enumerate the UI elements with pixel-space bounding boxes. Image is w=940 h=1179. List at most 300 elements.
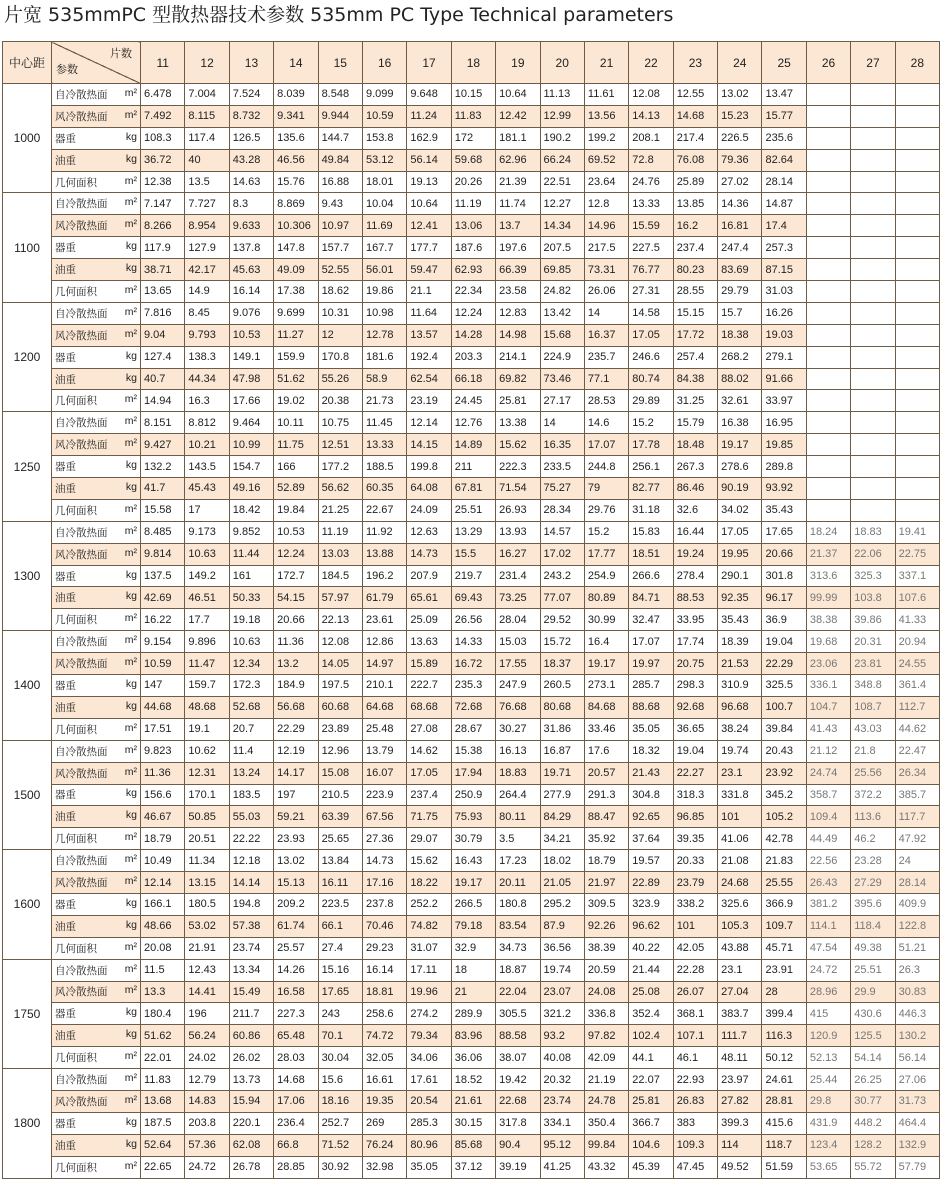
value-cell: 21.53 (718, 653, 762, 675)
value-cell: 57.36 (185, 1134, 229, 1156)
value-cell: 13.02 (274, 850, 318, 872)
parameter-name: 风冷散热面 (55, 329, 108, 342)
value-cell: 25.51 (851, 959, 895, 981)
value-cell: 8.812 (185, 412, 229, 434)
value-cell: 10.97 (318, 215, 362, 237)
value-cell: 196.2 (362, 565, 406, 587)
piece-count-header: 25 (762, 42, 806, 84)
value-cell: 12.18 (229, 850, 273, 872)
value-cell: 21.8 (851, 740, 895, 762)
value-cell: 9.173 (185, 521, 229, 543)
value-cell: 102.4 (629, 1025, 673, 1047)
value-cell: 19.84 (274, 499, 318, 521)
value-cell: 8.548 (318, 84, 362, 106)
parameter-name: 几何面积 (55, 1052, 97, 1065)
value-cell: 50.12 (762, 1047, 806, 1069)
value-cell: 43.03 (851, 718, 895, 740)
table-row (3, 959, 940, 981)
value-cell: 25.81 (496, 390, 540, 412)
value-cell: 108.3 (141, 127, 185, 149)
table-row (3, 302, 940, 324)
value-cell: 187.5 (141, 1112, 185, 1134)
value-cell: 14.68 (274, 1069, 318, 1091)
value-cell: 24.68 (718, 872, 762, 894)
value-cell: 83.96 (451, 1025, 495, 1047)
value-cell: 9.648 (407, 84, 451, 106)
value-cell: 49.52 (718, 1156, 762, 1178)
value-cell (806, 478, 850, 500)
parameter-name: 几何面积 (55, 395, 97, 408)
parameter-cell (52, 434, 141, 456)
value-cell: 25.08 (629, 981, 673, 1003)
value-cell (851, 215, 895, 237)
value-cell: 166.1 (141, 893, 185, 915)
value-cell: 325.5 (762, 675, 806, 697)
value-cell: 11.69 (362, 215, 406, 237)
value-cell: 29.52 (540, 609, 584, 631)
value-cell: 24.45 (451, 390, 495, 412)
parameter-name: 自冷散热面 (55, 636, 108, 649)
parameter-cell (52, 587, 141, 609)
value-cell: 409.9 (895, 893, 939, 915)
value-cell: 13.85 (673, 193, 717, 215)
value-cell: 82.64 (762, 149, 806, 171)
value-cell: 14.62 (407, 740, 451, 762)
value-cell: 39.35 (673, 828, 717, 850)
parameter-name: 自冷散热面 (55, 745, 108, 758)
parameter-unit: kg (125, 459, 137, 472)
value-cell: 8.039 (274, 84, 318, 106)
value-cell: 84.68 (584, 696, 628, 718)
value-cell: 207.5 (540, 237, 584, 259)
value-cell: 257.4 (673, 346, 717, 368)
parameter-name: 油重 (55, 592, 76, 605)
value-cell (806, 390, 850, 412)
value-cell: 60.35 (362, 478, 406, 500)
value-cell (851, 346, 895, 368)
value-cell: 28.14 (895, 872, 939, 894)
value-cell (895, 149, 939, 171)
value-cell: 16.72 (451, 653, 495, 675)
table-row (3, 434, 940, 456)
parameter-cell (52, 412, 141, 434)
table-row (3, 127, 940, 149)
value-cell: 26.3 (895, 959, 939, 981)
value-cell: 336.8 (584, 1003, 628, 1025)
value-cell: 80.68 (540, 696, 584, 718)
value-cell: 34.21 (540, 828, 584, 850)
value-cell: 82.77 (629, 478, 673, 500)
value-cell: 32.6 (673, 499, 717, 521)
value-cell: 22.65 (141, 1156, 185, 1178)
value-cell: 26.93 (496, 499, 540, 521)
value-cell: 16.43 (451, 850, 495, 872)
value-cell: 17.61 (407, 1069, 451, 1091)
parameter-cell (52, 675, 141, 697)
value-cell: 210.5 (318, 784, 362, 806)
parameter-unit: m² (124, 174, 137, 187)
header-row (3, 42, 940, 84)
value-cell: 11.13 (540, 84, 584, 106)
parameter-unit: m² (124, 940, 137, 953)
value-cell: 12.19 (274, 740, 318, 762)
table-row (3, 324, 940, 346)
value-cell: 298.3 (673, 675, 717, 697)
value-cell: 23.97 (718, 1069, 762, 1091)
parameter-name: 几何面积 (55, 504, 97, 517)
parameter-cell (52, 740, 141, 762)
value-cell: 35.05 (407, 1156, 451, 1178)
value-cell: 9.793 (185, 324, 229, 346)
value-cell: 464.4 (895, 1112, 939, 1134)
value-cell: 348.8 (851, 675, 895, 697)
table-row (3, 193, 940, 215)
value-cell (806, 127, 850, 149)
value-cell: 15.5 (451, 543, 495, 565)
center-distance-cell: 1300 (3, 521, 52, 630)
value-cell: 23.58 (496, 281, 540, 303)
value-cell: 17.16 (362, 872, 406, 894)
value-cell: 18.87 (496, 959, 540, 981)
value-cell: 28.85 (274, 1156, 318, 1178)
parameter-cell (52, 718, 141, 740)
value-cell: 197.5 (318, 675, 362, 697)
value-cell: 9.699 (274, 302, 318, 324)
value-cell: 13.02 (718, 84, 762, 106)
parameter-name: 器重 (55, 132, 76, 145)
value-cell: 256.1 (629, 456, 673, 478)
value-cell: 39.86 (851, 609, 895, 631)
value-cell: 12.42 (496, 105, 540, 127)
value-cell: 14.83 (185, 1090, 229, 1112)
value-cell: 12.08 (318, 631, 362, 653)
value-cell: 52.68 (229, 696, 273, 718)
value-cell: 112.7 (895, 696, 939, 718)
parameter-name: 风冷散热面 (55, 548, 108, 561)
value-cell: 8.45 (185, 302, 229, 324)
value-cell: 278.6 (718, 456, 762, 478)
value-cell: 368.1 (673, 1003, 717, 1025)
value-cell: 30.83 (895, 981, 939, 1003)
parameter-name: 几何面积 (55, 614, 97, 627)
value-cell: 132.9 (895, 1134, 939, 1156)
value-cell: 14.58 (629, 302, 673, 324)
value-cell: 19.17 (451, 872, 495, 894)
value-cell: 8.115 (185, 105, 229, 127)
value-cell: 111.7 (718, 1025, 762, 1047)
value-cell: 222.3 (496, 456, 540, 478)
value-cell: 28.96 (806, 981, 850, 1003)
value-cell: 27.04 (718, 981, 762, 1003)
value-cell (895, 237, 939, 259)
value-cell: 9.944 (318, 105, 362, 127)
value-cell: 52.64 (141, 1134, 185, 1156)
value-cell: 137.5 (141, 565, 185, 587)
value-cell: 24.08 (584, 981, 628, 1003)
value-cell: 16.38 (718, 412, 762, 434)
value-cell: 11.4 (229, 740, 273, 762)
table-row (3, 1025, 940, 1047)
parameter-unit: m² (124, 502, 137, 515)
value-cell: 323.9 (629, 893, 673, 915)
value-cell: 9.341 (274, 105, 318, 127)
value-cell: 28.53 (584, 390, 628, 412)
value-cell: 16.58 (274, 981, 318, 1003)
value-cell: 11.83 (451, 105, 495, 127)
value-cell: 207.9 (407, 565, 451, 587)
value-cell: 23.81 (851, 653, 895, 675)
parameter-name: 几何面积 (55, 176, 97, 189)
value-cell: 47.54 (806, 937, 850, 959)
table-row (3, 346, 940, 368)
value-cell: 14.34 (540, 215, 584, 237)
parameter-unit: m² (124, 305, 137, 318)
value-cell: 13.33 (629, 193, 673, 215)
value-cell: 21.05 (540, 872, 584, 894)
center-distance-cell: 1200 (3, 302, 52, 411)
value-cell: 42.09 (584, 1047, 628, 1069)
value-cell: 128.2 (851, 1134, 895, 1156)
parameter-name: 器重 (55, 242, 76, 255)
value-cell: 325.3 (851, 565, 895, 587)
value-cell: 20.43 (762, 740, 806, 762)
value-cell: 39.19 (496, 1156, 540, 1178)
value-cell: 40.7 (141, 368, 185, 390)
value-cell: 9.823 (141, 740, 185, 762)
value-cell: 11.47 (185, 653, 229, 675)
parameter-unit: m² (124, 524, 137, 537)
value-cell: 69.85 (540, 259, 584, 281)
value-cell: 66.8 (274, 1134, 318, 1156)
value-cell: 25.56 (851, 762, 895, 784)
value-cell: 15.72 (540, 631, 584, 653)
value-cell: 222.7 (407, 675, 451, 697)
value-cell: 23.64 (584, 171, 628, 193)
table-row (3, 281, 940, 303)
value-cell: 172.3 (229, 675, 273, 697)
value-cell: 15.76 (274, 171, 318, 193)
value-cell: 37.12 (451, 1156, 495, 1178)
value-cell: 10.98 (362, 302, 406, 324)
value-cell: 72.8 (629, 149, 673, 171)
value-cell: 55.72 (851, 1156, 895, 1178)
value-cell: 66.24 (540, 149, 584, 171)
value-cell: 24.72 (185, 1156, 229, 1178)
value-cell: 21.73 (362, 390, 406, 412)
value-cell: 15.13 (274, 872, 318, 894)
value-cell: 22.13 (318, 609, 362, 631)
value-cell (851, 390, 895, 412)
value-cell: 62.08 (229, 1134, 273, 1156)
value-cell (851, 84, 895, 106)
value-cell: 269 (362, 1112, 406, 1134)
value-cell: 15.62 (407, 850, 451, 872)
value-cell: 18.62 (318, 281, 362, 303)
value-cell: 183.5 (229, 784, 273, 806)
value-cell: 67.81 (451, 478, 495, 500)
value-cell: 12 (318, 324, 362, 346)
value-cell: 34.06 (407, 1047, 451, 1069)
value-cell: 13.65 (141, 281, 185, 303)
value-cell: 28.67 (451, 718, 495, 740)
value-cell: 170.1 (185, 784, 229, 806)
piece-count-label: 片数 (110, 48, 132, 60)
value-cell: 11.44 (229, 543, 273, 565)
value-cell: 61.74 (274, 915, 318, 937)
value-cell: 10.59 (362, 105, 406, 127)
value-cell: 20.38 (318, 390, 362, 412)
value-cell: 51.21 (895, 937, 939, 959)
value-cell (806, 434, 850, 456)
parameter-label: 参数 (56, 64, 78, 76)
parameter-unit: kg (125, 809, 137, 822)
value-cell: 250.9 (451, 784, 495, 806)
value-cell: 62.93 (451, 259, 495, 281)
parameter-unit: m² (124, 1093, 137, 1106)
parameter-unit: kg (125, 590, 137, 603)
value-cell: 366.7 (629, 1112, 673, 1134)
value-cell (806, 215, 850, 237)
value-cell: 37.64 (629, 828, 673, 850)
parameter-cell (52, 324, 141, 346)
value-cell: 64.08 (407, 478, 451, 500)
value-cell: 52.13 (806, 1047, 850, 1069)
value-cell: 147 (141, 675, 185, 697)
value-cell: 23.28 (851, 850, 895, 872)
parameter-cell (52, 1112, 141, 1134)
value-cell: 223.5 (318, 893, 362, 915)
table-row (3, 1069, 940, 1091)
parameter-unit: m² (124, 437, 137, 450)
value-cell: 60.86 (229, 1025, 273, 1047)
center-distance-cell: 1400 (3, 631, 52, 740)
value-cell: 92.35 (718, 587, 762, 609)
value-cell: 60.68 (318, 696, 362, 718)
value-cell: 3.5 (496, 828, 540, 850)
value-cell: 8.732 (229, 105, 273, 127)
table-row (3, 762, 940, 784)
parameter-name: 风冷散热面 (55, 767, 108, 780)
value-cell: 84.71 (629, 587, 673, 609)
value-cell: 10.63 (229, 631, 273, 653)
parameter-cell (52, 631, 141, 653)
piece-count-header: 24 (718, 42, 762, 84)
value-cell: 19.96 (407, 981, 451, 1003)
value-cell: 209.2 (274, 893, 318, 915)
value-cell: 19.17 (584, 653, 628, 675)
value-cell: 20.54 (407, 1090, 451, 1112)
value-cell: 336.1 (806, 675, 850, 697)
value-cell: 24.76 (629, 171, 673, 193)
value-cell: 12.83 (496, 302, 540, 324)
value-cell: 14.41 (185, 981, 229, 1003)
value-cell: 22.93 (673, 1069, 717, 1091)
value-cell: 17.05 (718, 521, 762, 543)
value-cell: 19.74 (718, 740, 762, 762)
center-distance-cell: 1600 (3, 850, 52, 959)
value-cell: 446.3 (895, 1003, 939, 1025)
value-cell: 196 (185, 1003, 229, 1025)
value-cell: 95.12 (540, 1134, 584, 1156)
value-cell: 26.06 (584, 281, 628, 303)
value-cell: 211 (451, 456, 495, 478)
value-cell: 33.97 (762, 390, 806, 412)
value-cell: 11.24 (407, 105, 451, 127)
value-cell: 20.7 (229, 718, 273, 740)
value-cell: 203.8 (185, 1112, 229, 1134)
value-cell: 36.06 (451, 1047, 495, 1069)
value-cell: 108.7 (851, 696, 895, 718)
value-cell: 16.2 (673, 215, 717, 237)
piece-count-header: 15 (318, 42, 362, 84)
parameter-cell (52, 915, 141, 937)
value-cell: 23.07 (540, 981, 584, 1003)
value-cell: 35.05 (629, 718, 673, 740)
value-cell: 13.84 (318, 850, 362, 872)
value-cell: 188.5 (362, 456, 406, 478)
value-cell: 42.69 (141, 587, 185, 609)
value-cell: 159.7 (185, 675, 229, 697)
value-cell: 84.38 (673, 368, 717, 390)
value-cell: 41.06 (718, 828, 762, 850)
value-cell (895, 281, 939, 303)
value-cell: 30.77 (851, 1090, 895, 1112)
value-cell: 49.09 (274, 259, 318, 281)
value-cell: 19.95 (718, 543, 762, 565)
value-cell: 166 (274, 456, 318, 478)
parameter-name: 自冷散热面 (55, 1074, 108, 1087)
value-cell: 132.2 (141, 456, 185, 478)
parameter-cell (52, 1003, 141, 1025)
value-cell: 57.38 (229, 915, 273, 937)
value-cell: 63.39 (318, 806, 362, 828)
value-cell: 18.83 (851, 521, 895, 543)
value-cell: 62.96 (496, 149, 540, 171)
value-cell: 69.82 (496, 368, 540, 390)
value-cell: 385.7 (895, 784, 939, 806)
value-cell: 71.54 (496, 478, 540, 500)
parameter-cell (52, 762, 141, 784)
value-cell: 14.89 (451, 434, 495, 456)
parameter-name: 风冷散热面 (55, 110, 108, 123)
value-cell: 395.6 (851, 893, 895, 915)
value-cell: 22.75 (895, 543, 939, 565)
value-cell: 100.7 (762, 696, 806, 718)
value-cell: 20.75 (673, 653, 717, 675)
value-cell: 10.59 (141, 653, 185, 675)
value-cell: 10.75 (318, 412, 362, 434)
table-row (3, 237, 940, 259)
value-cell: 227.5 (629, 237, 673, 259)
value-cell: 109.4 (806, 806, 850, 828)
parameter-unit: m² (124, 634, 137, 647)
parameter-unit: kg (125, 240, 137, 253)
table-row (3, 1003, 940, 1025)
value-cell: 14.68 (673, 105, 717, 127)
parameter-unit: kg (125, 677, 137, 690)
value-cell: 47.45 (673, 1156, 717, 1178)
value-cell: 13.29 (451, 521, 495, 543)
value-cell: 12.79 (185, 1069, 229, 1091)
value-cell: 32.61 (718, 390, 762, 412)
value-cell: 6.478 (141, 84, 185, 106)
value-cell: 27.82 (718, 1090, 762, 1112)
value-cell: 149.1 (229, 346, 273, 368)
value-cell: 16.26 (762, 302, 806, 324)
value-cell: 11.19 (451, 193, 495, 215)
value-cell: 90.4 (496, 1134, 540, 1156)
value-cell: 30.04 (318, 1047, 362, 1069)
